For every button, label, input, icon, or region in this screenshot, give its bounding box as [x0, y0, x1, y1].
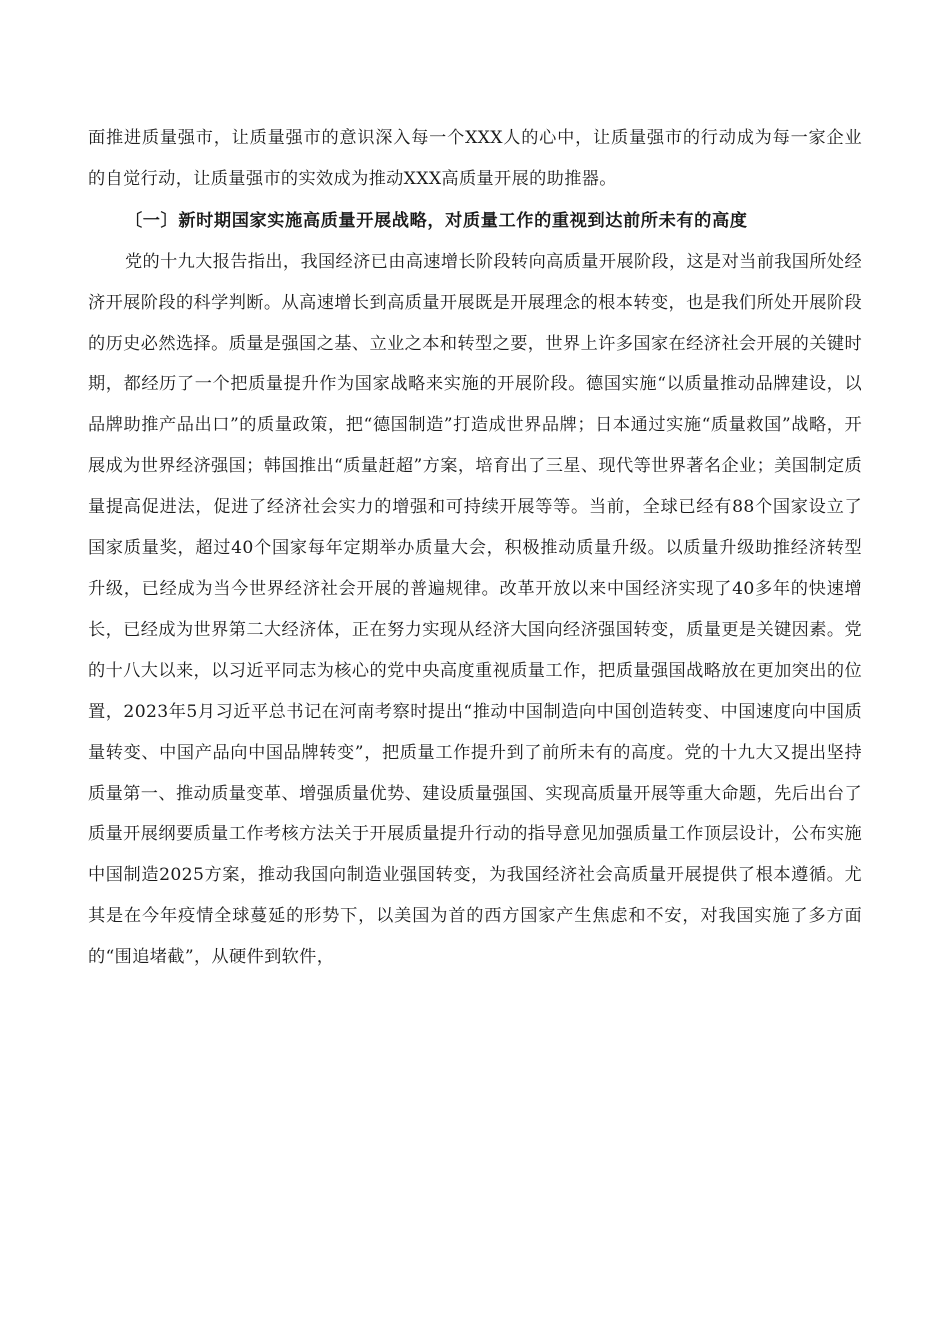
paragraph-continued: 面推进质量强市，让质量强市的意识深入每一个XXX人的心中，让质量强市的行动成为每一家企业的自觉行动，让质量强市的实效成为推动XXX高质量开展的助推器。 [88, 128, 862, 189]
document-body [88, 118, 862, 978]
paragraph-main: 党的十九大报告指出，我国经济已由高速增长阶段转向高质量开展阶段，这是对当前我国所处经济开展阶段的科学判断。从高速增长到高质量开展既是开展理念的根本转变，也是我们所处开展阶段的历史必然选择。质量是强国之基、立业之本和转型之要，世界上许多国家在经济社会开展的关键时期，都经历了一个把质量提升作为国家战略来实施的开展阶段。德国实施“以质量推动品牌建设，以品牌助推产品出口”的质量政策，把“德国制造”打造成世界品牌；日本通过实施“质量救国”战略，开展成为世界经济强国；韩国推出“质量赶超”方案，培育出了三星、现代等世界著名企业；美国制定质量提高促进法，促进了经济社会实力的增强和可持续开展等等。当前，全球已经有88个国家设立了国家质量奖，超过40个国家每年定期举办质量大会，积极推动质量升级。以质量升级助推经济转型升级，已经成为当今世界经济社会开展的普遍规律。改革开放以来中国经济实现了40多年的快速增长，已经成为世界第二大经济体，正在努力实现从经济大国向经济强国转变，质量更是关键因素。党的十八大以来，以习近平同志为核心的党中央高度重视质量工作，把质量强国战略放在更加突出的位置，2023年5月习近平总书记在河南考察时提出“推动中国制造向中国创造转变、中国速度向中国质量转变、中国产品向中国品牌转变”，把质量工作提升到了前所未有的高度。党的十九大又提出坚持质量第一、推动质量变革、增强质量优势、建设质量强国、实现高质量开展等重大命题，先后出台了质量开展纲要质量工作考核方法关于开展质量提升行动的指导意见加强质量工作顶层设计，公布实施中国制造2025方案，推动我国向制造业强国转变，为我国经济社会高质量开展提供了根本遵循。尤其是在今年疫情全球蔓延的形势下，以美国为首的西方国家产生焦虑和不安，对我国实施了多方面的“围追堵截”，从硬件到软件， [88, 251, 862, 968]
section-heading: 〔一〕新时期国家实施高质量开展战略，对质量工作的重视到达前所未有的高度 [124, 210, 748, 231]
